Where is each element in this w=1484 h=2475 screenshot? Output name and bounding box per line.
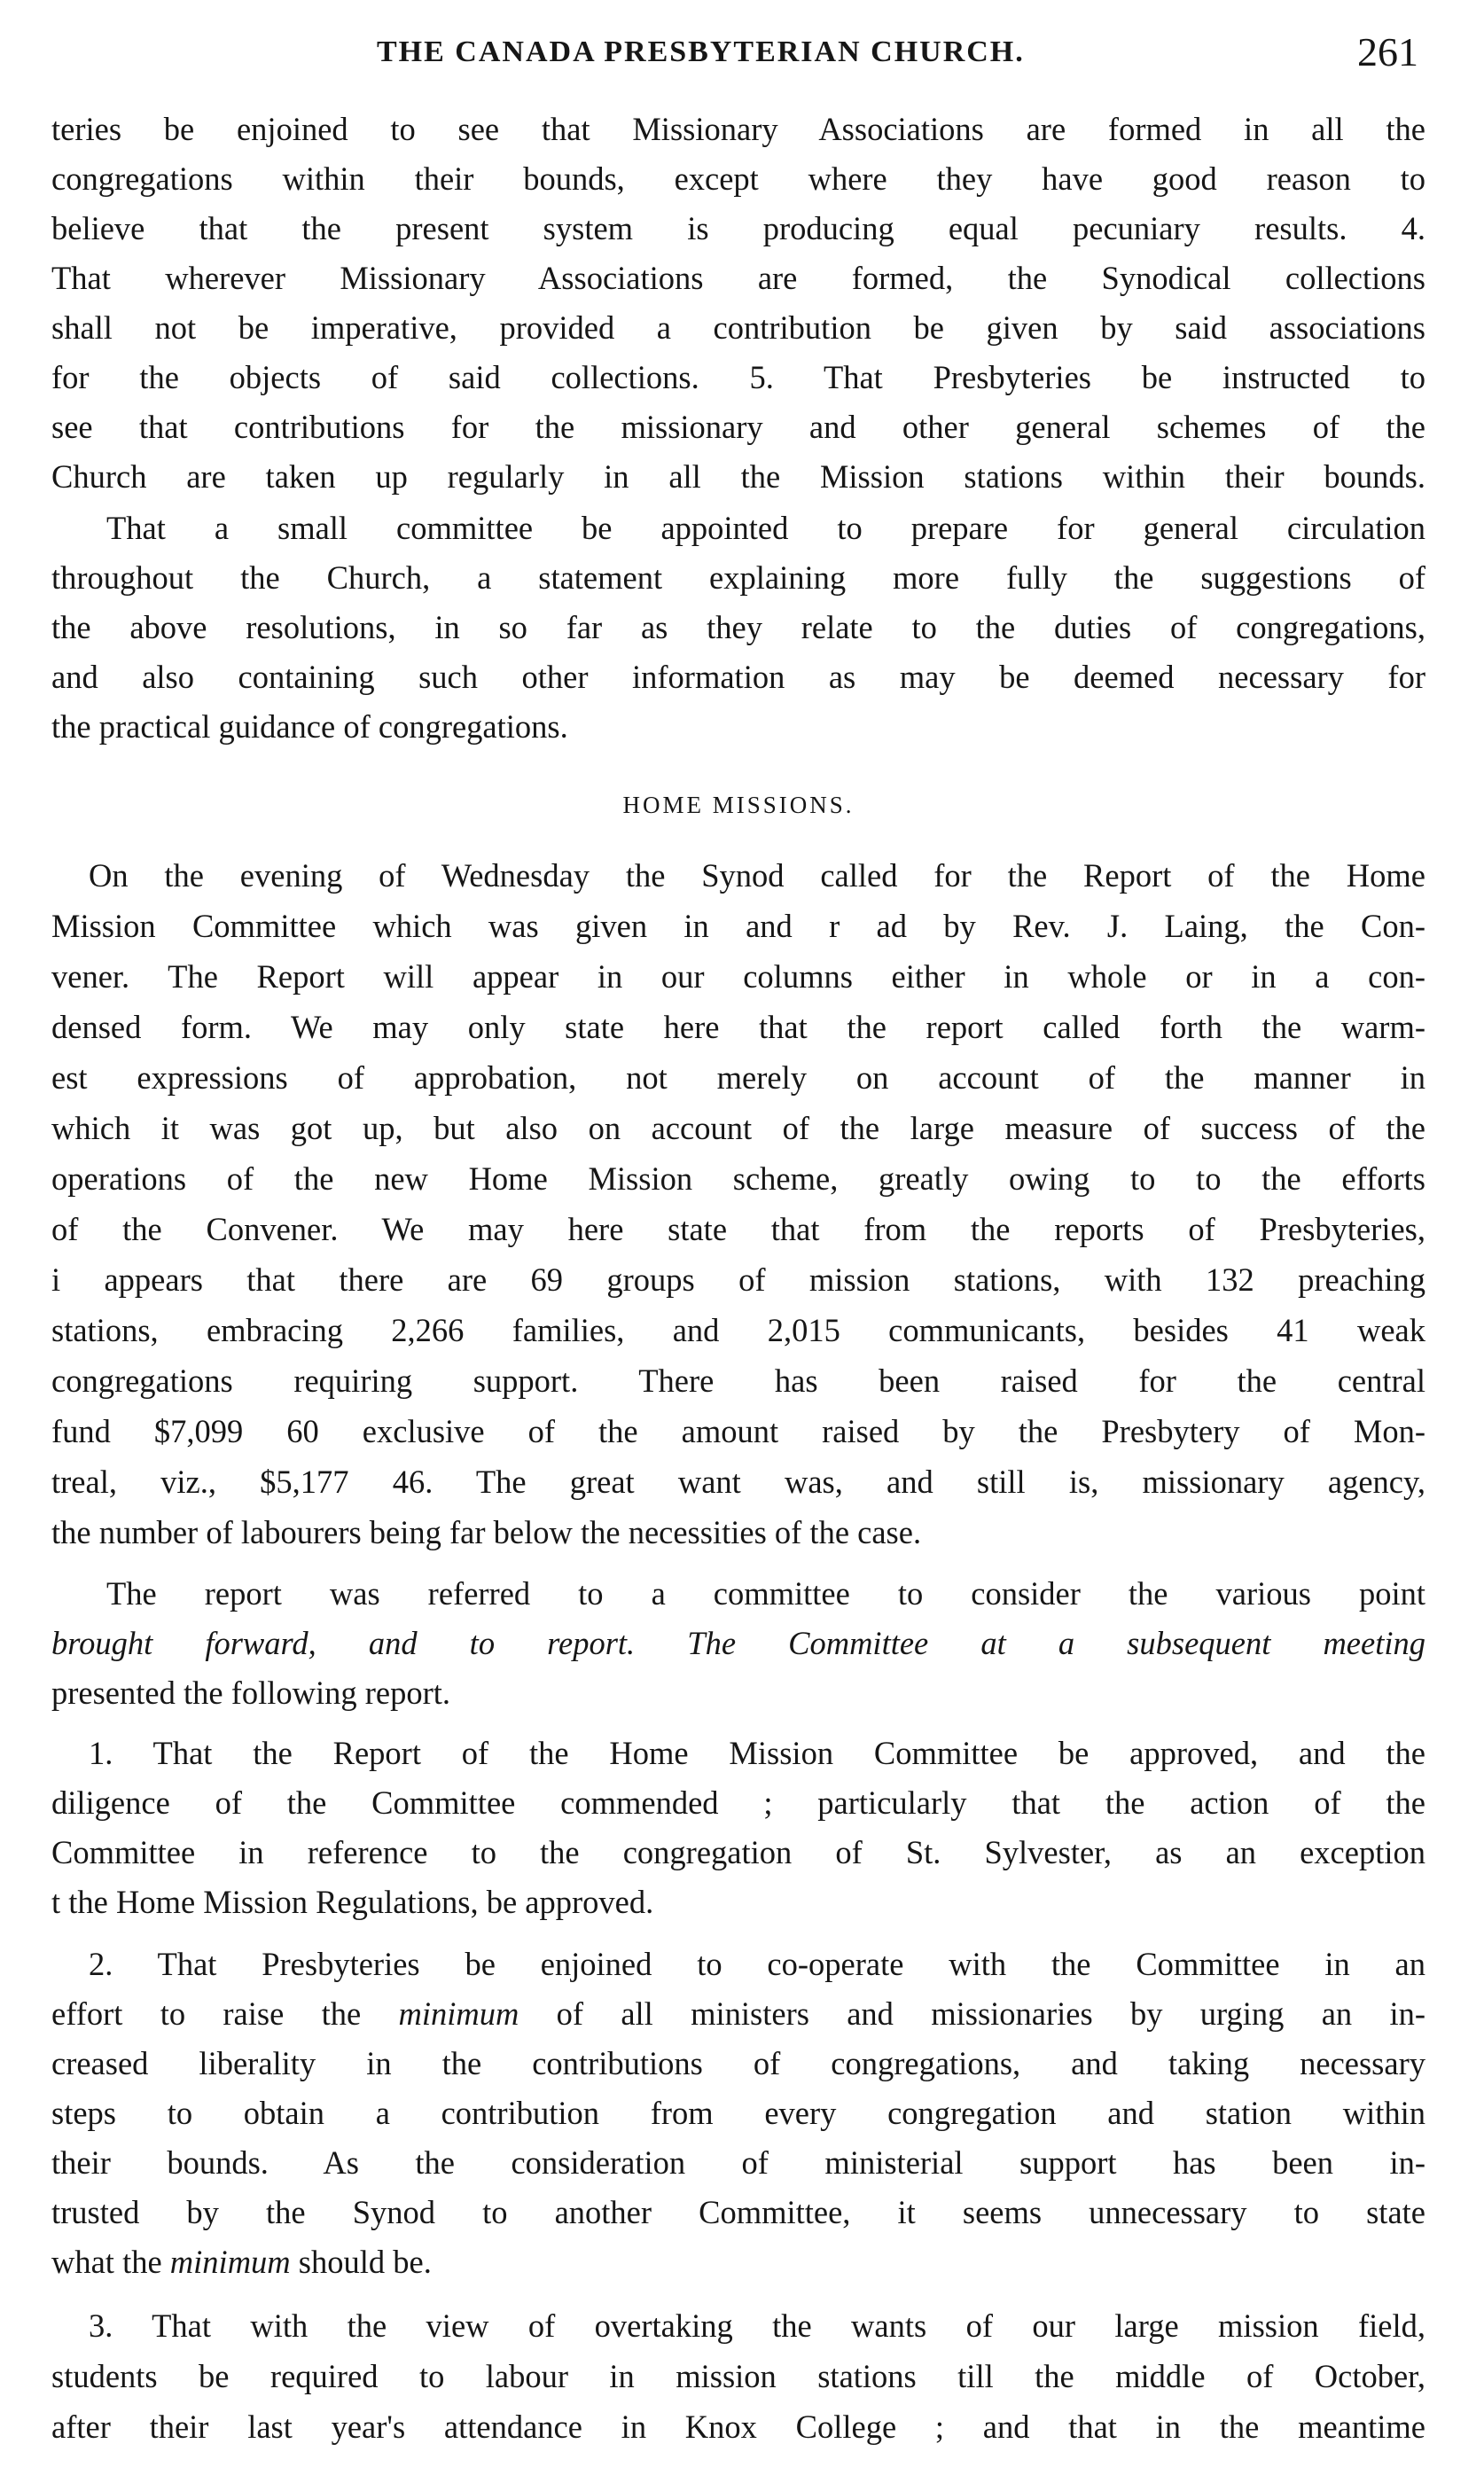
section-heading: HOME MISSIONS. (622, 792, 855, 818)
paragraph-line: stations, embracing 2,266 families, and 2,015 communicants, besides 41 weak (51, 1312, 1425, 1348)
list-item-line: students be required to labour in mission stations till the middle of October, (51, 2358, 1425, 2394)
paragraph-line: congregations within their bounds, except where they have good reason to (51, 160, 1425, 197)
text-run: should be. (290, 2244, 432, 2280)
paragraph-line: the above resolutions, in so far as they relate to the duties of congregations, (51, 609, 1425, 645)
text-run: effort to raise the (51, 1995, 399, 2032)
paragraph-line: of the Convener. We may here state that from the reports of Presbyteries, (51, 1211, 1425, 1247)
paragraph-line: The report was referred to a committee to consider the various point (106, 1575, 1425, 1612)
paragraph-line: the practical guidance of congregations. (51, 708, 568, 745)
paragraph-line: densed form. We may only state here that the report called forth the warm- (51, 1009, 1425, 1045)
paragraph-line: operations of the new Home Mission scheme, greatly owing to to the efforts (51, 1160, 1425, 1197)
list-item-line: trusted by the Synod to another Committee, it seems unnecessary to state (51, 2194, 1425, 2230)
running-header (53, 28, 1418, 82)
paragraph-line: presented the following report. (51, 1675, 451, 1711)
paragraph-line: and also containing such other information as may be deemed necessary for (51, 659, 1425, 695)
list-item-line: t the Home Mission Regulations, be approved. (51, 1884, 654, 1920)
paragraph-line-italic (51, 1619, 1425, 1668)
paragraph-line: Mission Committee which was given in and r ad by Rev. J. Laing, the Con- (51, 908, 1425, 944)
italic-text: minimum (169, 2244, 291, 2280)
paragraph-line: i appears that there are 69 groups of mission stations, with 132 preaching (51, 1261, 1425, 1298)
paragraph-line: That wherever Missionary Associations are formed, the Synodical collections (51, 260, 1425, 296)
list-item-line: after their last year's attendance in Knox College ; and that in the meantime (51, 2409, 1425, 2445)
list-item-line: creased liberality in the contributions of congregations, and taking necessary (51, 2045, 1425, 2081)
list-item-line: 2. That Presbyteries be enjoined to co-operate with the Committee in an (89, 1946, 1425, 1982)
italic-text: brought forward, and to report. The Committee at a subsequent meeting (51, 1625, 1425, 1661)
paragraph-line: fund $7,099 60 exclusive of the amount raised by the Presbytery of Mon- (51, 1413, 1425, 1449)
paragraph-line: vener. The Report will appear in our columns either in whole or in a con- (51, 958, 1425, 995)
italic-text: minimum (398, 1995, 519, 2032)
list-item-line: 3. That with the view of overtaking the wants of our large mission field, (89, 2307, 1425, 2344)
list-item-line (51, 2237, 1425, 2287)
list-item-line (51, 1989, 1425, 2039)
page-number: 261 (1357, 29, 1418, 74)
paragraph-line: On the evening of Wednesday the Synod called for the Report of the Home (89, 857, 1425, 894)
paragraph-line: congregations requiring support. There has been raised for the central (51, 1362, 1425, 1399)
paragraph-line: believe that the present system is producing equal pecuniary results. 4. (51, 210, 1425, 246)
paragraph-line: est expressions of approbation, not merely on account of the manner in (51, 1059, 1425, 1096)
running-title: THE CANADA PRESBYTERIAN CHURCH. (377, 35, 1025, 68)
text-run: of all ministers and missionaries by urging an in- (519, 1995, 1425, 2032)
text-run: what the (51, 2244, 170, 2280)
list-item-line: diligence of the Committee commended ; particularly that the action of the (51, 1784, 1425, 1821)
paragraph-line: shall not be imperative, provided a contribution be given by said associations (51, 309, 1425, 346)
paragraph-line: throughout the Church, a statement explaining more fully the suggestions of (51, 559, 1425, 596)
list-item-line: 1. That the Report of the Home Mission Committee be approved, and the (89, 1735, 1425, 1771)
paragraph-line: see that contributions for the missionary and other general schemes of the (51, 409, 1425, 445)
paragraph-line: the number of labourers being far below the necessities of the case. (51, 1514, 922, 1550)
paragraph-line: which it was got up, but also on account of the large measure of success of the (51, 1110, 1425, 1146)
paragraph-line: Church are taken up regularly in all the Mission stations within their bounds. (51, 458, 1425, 495)
list-item-line: their bounds. As the consideration of ministerial support has been in- (51, 2144, 1425, 2181)
paragraph-line: teries be enjoined to see that Missionary Associations are formed in all the (51, 111, 1425, 147)
paragraph-line: for the objects of said collections. 5. That Presbyteries be instructed to (51, 359, 1425, 395)
list-item-line: steps to obtain a contribution from every congregation and station within (51, 2095, 1425, 2131)
list-item-line: Committee in reference to the congregation of St. Sylvester, as an exception (51, 1834, 1425, 1870)
paragraph-line: That a small committee be appointed to prepare for general circulation (106, 510, 1425, 546)
paragraph-line: treal, viz., $5,177 46. The great want was, and still is, missionary agency, (51, 1464, 1425, 1500)
